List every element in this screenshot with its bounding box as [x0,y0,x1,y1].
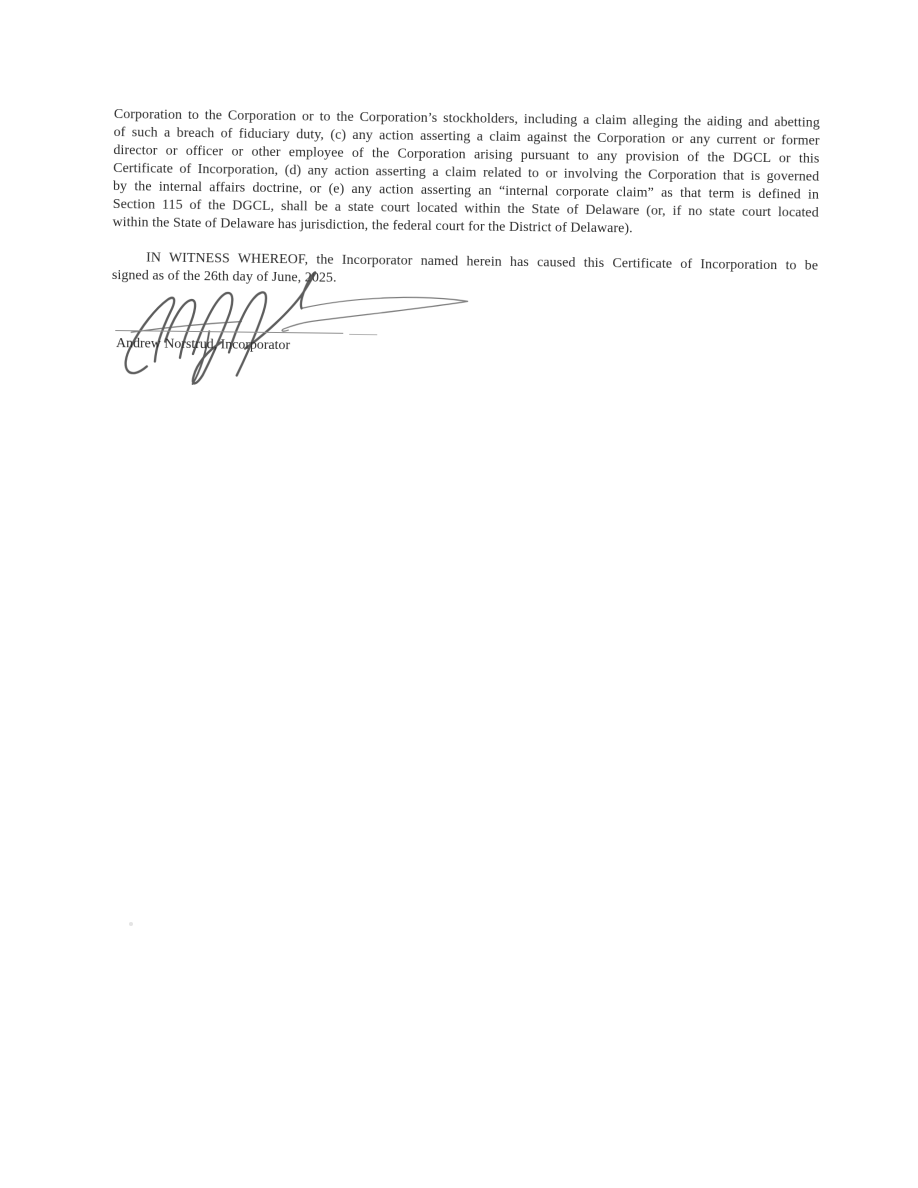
signature-flourish [282,296,468,334]
text-line: Corporation to the Corporation or to the Corporation’s stockholders, including a claim alleging the aiding and abetting [113,106,820,131]
text-line: Section 115 of the DGCL, shall be a state court located within the State of Delaware (or, if no state court located [112,196,819,221]
paragraph-forum-selection [112,106,819,241]
text-line: of such a breach of fiduciary duty, (c) any action asserting a claim against the Corporation or any current or former [113,124,820,149]
text-line: by the internal affairs doctrine, or (e) any action asserting an “internal corporate claim” as that term is defined in [112,178,820,203]
signatory-name: Andrew Norstrud, Incorporator [116,336,291,354]
paragraph-in-witness-whereof [112,249,818,294]
signature-line [115,330,343,334]
text-line: signed as of the 26th day of June, 2025. [111,267,337,286]
text-line: Certificate of Incorporation, (d) any action asserting a claim related to or involving the Corporation that is governed [113,160,820,185]
signature-line-extension [349,334,377,335]
scan-artifact-speck [129,922,133,926]
text-line: within the State of Delaware has jurisdiction, the federal court for the District of Delaware). [112,214,633,237]
signature-stroke [229,292,266,376]
document-text-block [109,106,820,545]
text-line: IN WITNESS WHEREOF, the Incorporator named herein has caused this Certificate of Incorporation to be [146,250,819,274]
text-line: director or officer or other employee of the Corporation arising pursuant to any provision of the DGCL or this [113,142,820,167]
